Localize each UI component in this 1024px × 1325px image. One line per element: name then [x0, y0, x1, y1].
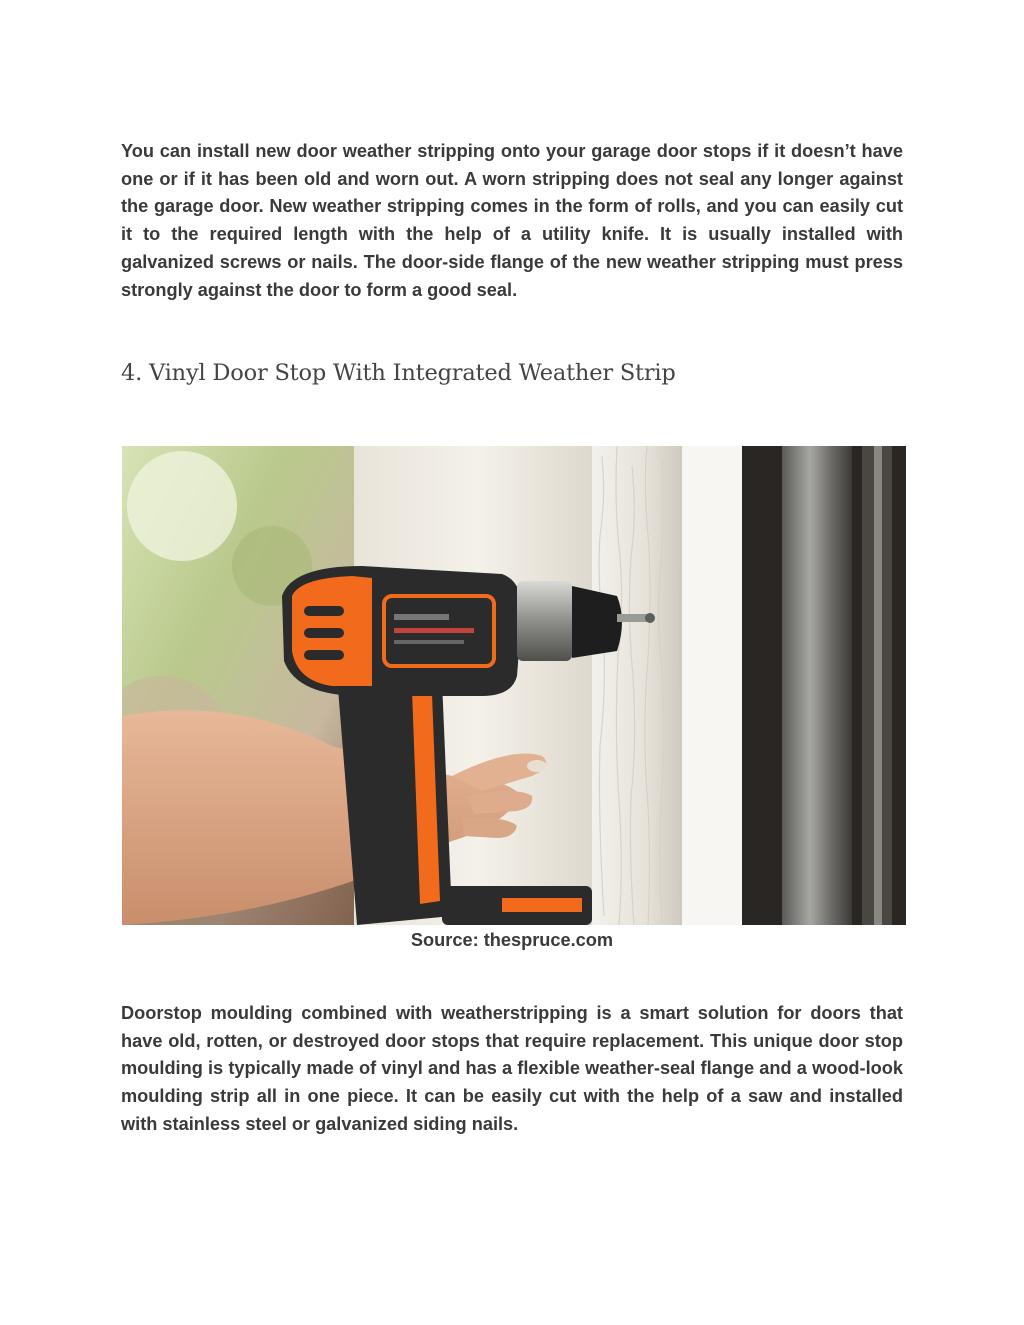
image-caption: Source: thespruce.com: [410, 930, 614, 950]
section-heading: 4. Vinyl Door Stop With Integrated Weather Strip: [121, 360, 676, 386]
drill-installing-door-stop-photo: [122, 446, 906, 925]
body-paragraph-2: Doorstop moulding combined with weatherstripping is a smart solution for doors that have old, rotten, or destroyed door stops that require replacement. This unique door stop moulding is typically made of vinyl and has a flexible weather-seal flange and a wood-look moulding strip all in one piece. It can be easily cut with the help of a saw and installed with stainless steel or galvanized siding nails.: [121, 1003, 903, 1134]
body-paragraph-1: You can install new door weather stripping onto your garage door stops if it doesn’t have one or if it has been old and worn out. A worn stripping does not seal any longer against the garage door. New weather stripping comes in the form of rolls, and you can easily cut it to the required length with the help of a utility knife. It is usually installed with galvanized screws or nails. The door-side flange of the new weather stripping must press strongly against the door to form a good seal.: [121, 141, 903, 300]
